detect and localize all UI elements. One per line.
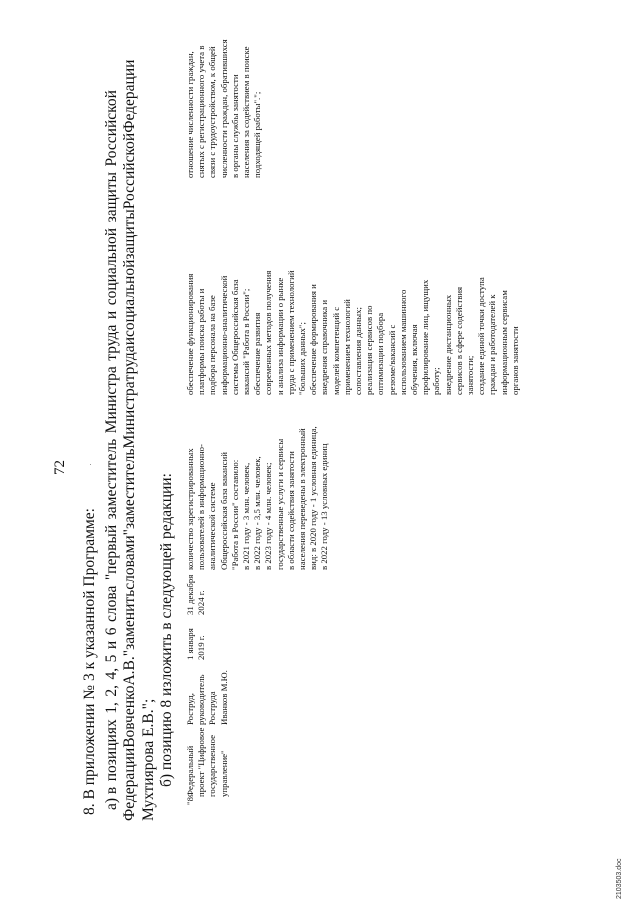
text-line: подбора персонала на базе (207, 295, 218, 395)
text-line: резюме/вакансий с (386, 324, 397, 395)
word: А.В." (121, 649, 138, 686)
table-content (185, 270, 521, 395)
word: и (121, 337, 138, 346)
text-line: в 2023 году - 4 млн. человек; (263, 462, 274, 570)
word: Российской (103, 90, 120, 167)
text-line: отношение численности граждан, (185, 51, 195, 178)
text-line: Роструда (207, 691, 218, 725)
text-line: в области содействия занятости (285, 451, 296, 570)
text-line: руководитель (196, 674, 207, 725)
text-line: Иванков М.Ю. (218, 670, 229, 725)
word: 5 (103, 654, 120, 663)
text-line: пользователей в информационно- (196, 444, 207, 570)
word: заместитель (103, 438, 120, 520)
word: позициях (103, 719, 120, 782)
text-line: обеспечение формирования и (308, 284, 319, 395)
text-line: в органы службы занятости (229, 74, 240, 178)
paragraph-b: б) позицию 8 изложить в следующей редакции: (158, 473, 175, 787)
text-line: занятости; (465, 355, 476, 395)
text-line: платформы поиска работы и (196, 288, 207, 395)
word: Российской (121, 132, 138, 210)
document-code: 2103503.doc (616, 858, 623, 899)
word: словами (121, 535, 138, 590)
text-line: современных методов получения (263, 270, 274, 395)
text-line: проект "Цифровое (196, 727, 207, 797)
word: Федерации (121, 747, 138, 821)
text-line: в 2022 году - 13 условных единиц (319, 443, 330, 570)
text-line: обучения, включая (409, 324, 420, 395)
text-line: населения за содействием в поиске (241, 46, 252, 178)
table-project-name (185, 728, 230, 797)
text-line: 2019 г. (196, 635, 207, 660)
text-line: 31 декабря (185, 574, 195, 615)
text-line: использованием машинного (397, 289, 408, 395)
text-line: 2024 г. (196, 590, 207, 615)
text-line: создание единой точки доступа (476, 277, 487, 395)
word: 1, (103, 702, 120, 714)
text-line: реализация сервисов по (364, 305, 375, 395)
table-expected-result (185, 426, 331, 570)
text-line: "Работа в России" составило: (229, 459, 240, 570)
word: защиты (103, 171, 120, 223)
text-line: моделей компетенций с (330, 306, 341, 395)
text-line: государственное (207, 735, 218, 797)
table-start-date (185, 628, 207, 660)
word: труда (103, 324, 120, 361)
text-line: сопоставления данных; (353, 307, 364, 395)
word: защиты (121, 209, 138, 260)
paragraph-a-line2 (121, 59, 138, 821)
word: слова (103, 585, 120, 623)
word: Вовченко (121, 685, 138, 748)
word: "заместитель (121, 448, 138, 536)
text-line: количество зарегистрированных (185, 448, 195, 570)
word: социальной (121, 259, 138, 337)
scan-dot (90, 464, 91, 465)
word: Федерации (121, 59, 138, 133)
text-line: внедрение дистанционных (442, 294, 453, 395)
table-end-date (185, 575, 207, 615)
text-line: сервисов в сфере содействия (453, 286, 464, 395)
text-line: системы Общероссийская база (229, 279, 240, 395)
text-line: управление" (218, 750, 229, 797)
text-line: "больших данных"; (297, 322, 308, 395)
table-indicator (185, 39, 263, 178)
table-position-number: "8. (185, 794, 195, 805)
text-line: населения переведены в электронный (297, 428, 308, 570)
text-line: снятых с регистрационного учета в (196, 45, 207, 178)
text-line: труда с применением технологий (285, 270, 296, 395)
text-line: численности граждан, обратившихся (218, 39, 229, 178)
word: заменить (121, 589, 138, 650)
text-line: связи с трудоустройством, к общей (207, 46, 218, 178)
text-line: обеспечение развития (252, 312, 263, 395)
word: труда (121, 345, 138, 382)
text-line: и анализа информации о рынке (274, 277, 285, 395)
text-line: аналитической системе (207, 482, 218, 570)
text-line: вид: в 2020 году - 1 условная единица, (308, 426, 319, 570)
text-line: 1 января (185, 628, 195, 660)
text-line: информационно-аналитической (218, 275, 229, 395)
paragraph-item-8: 8. В приложении № 3 к указанной Программе: (81, 508, 98, 815)
text-line: государственные услуги и сервисы (274, 438, 285, 570)
table-responsible (185, 670, 230, 725)
text-line: работу; (431, 367, 442, 395)
text-line: обеспечение функционирования (185, 273, 195, 395)
page-number: 72 (52, 460, 68, 475)
text-line: Роструд, (185, 693, 195, 725)
text-line: граждан и работодателей к (487, 294, 498, 395)
word: Министра (103, 366, 120, 434)
word: социальной (103, 227, 120, 306)
word: 4, (103, 667, 120, 680)
word: Министра (121, 381, 138, 449)
text-line: подходящей работы"."; (252, 91, 263, 178)
word: 2, (103, 685, 120, 697)
text-line: Общероссийская база вакансий (218, 452, 229, 570)
text-line: Федеральный (185, 745, 195, 797)
text-line: в 2022 году - 3,5 млн. человек, (252, 456, 263, 570)
text-line: информационным сервисам (498, 290, 509, 395)
text-line: вакансий "Работа в России"; (241, 288, 252, 395)
word: и (103, 640, 120, 650)
word: и (103, 310, 120, 320)
text-line: применением технологий (341, 299, 352, 395)
text-line: органов занятости (509, 326, 520, 395)
text-line: внедрения справочника и (319, 299, 330, 395)
paragraph-a-line3: Мухтиярова Е.В."; (140, 698, 157, 821)
text-line: оптимизации подбора (375, 312, 386, 395)
word: а) в (103, 786, 120, 810)
paragraph-a-line1 (104, 90, 120, 810)
word: 6 (103, 627, 120, 636)
word: "первый (103, 524, 120, 581)
text-line: профилирование лиц, ищущих (420, 279, 431, 395)
text-line: в 2021 году - 3 млн. человек, (241, 462, 252, 570)
